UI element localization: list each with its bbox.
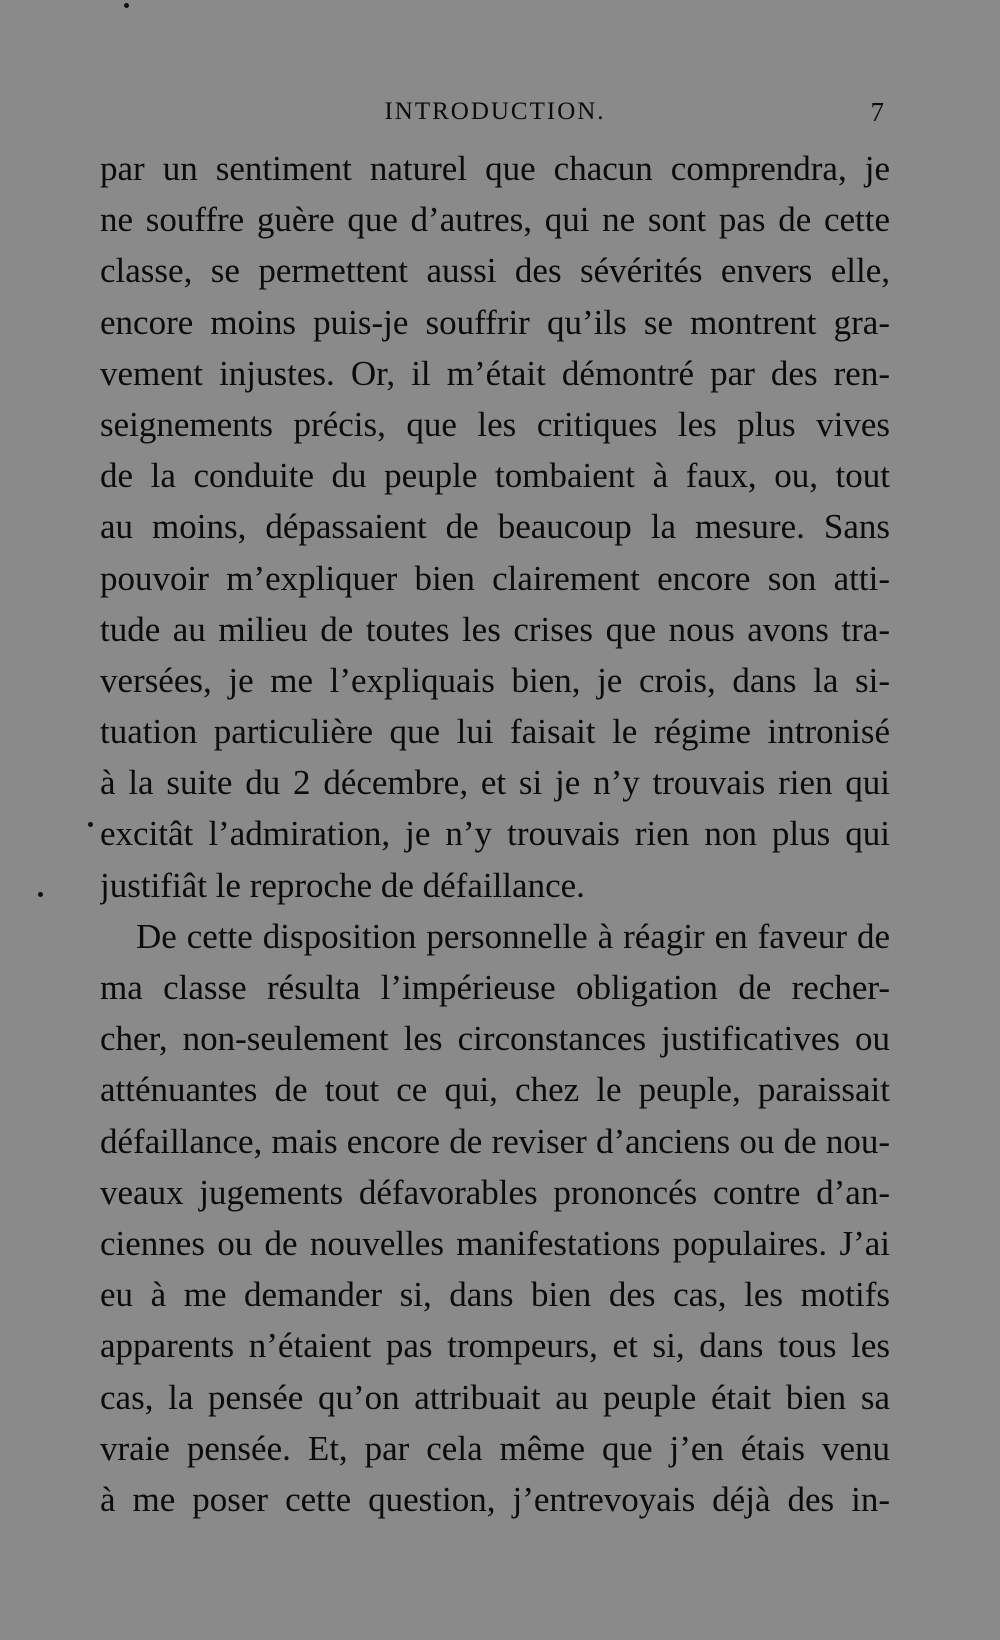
text-line: atténuantes de tout ce qui, chez le peuple, paraissait	[100, 1070, 890, 1110]
ink-speck	[88, 822, 93, 827]
text-line: tude au milieu de toutes les crises que nous avons tra-	[100, 609, 890, 649]
body-text	[100, 143, 890, 1525]
text-line: cas, la pensée qu’on attribuait au peuple était bien sa	[100, 1377, 890, 1417]
text-line: par un sentiment naturel que chacun comprendra, je	[100, 149, 890, 188]
text-line: cher, non-seulement les circonstances justificatives ou	[100, 1019, 890, 1059]
paragraph-start-line: De cette disposition personnelle à réagir en faveur de	[136, 916, 890, 956]
text-line: eu à me demander si, dans bien des cas, les motifs	[100, 1275, 890, 1315]
text-line: pouvoir m’expliquer bien clairement encore son atti-	[100, 558, 890, 598]
text-line: ne souffre guère que d’autres, qui ne sont pas de cette	[100, 200, 890, 240]
text-line: excitât l’admiration, je n’y trouvais rien non plus qui	[100, 814, 890, 854]
page-number: 7	[870, 97, 884, 127]
text-line: au moins, dépassaient de beaucoup la mesure. Sans	[100, 507, 890, 547]
ink-speck	[124, 3, 129, 8]
text-line: de la conduite du peuple tombaient à faux, ou, tout	[100, 456, 890, 496]
text-line: seignements précis, que les critiques les plus vives	[100, 404, 890, 444]
text-line: défaillance, mais encore de reviser d’anciens ou de nou-	[100, 1121, 890, 1161]
text-line: ciennes ou de nouvelles manifestations populaires. J’ai	[100, 1223, 890, 1263]
running-head	[100, 92, 890, 132]
text-line: tuation particulière que lui faisait le régime intronisé	[100, 712, 890, 752]
ink-speck	[38, 892, 43, 897]
text-line: classe, se permettent aussi des sévérités envers elle,	[100, 251, 890, 291]
text-line: apparents n’étaient pas trompeurs, et si, dans tous les	[100, 1326, 890, 1366]
running-title: INTRODUCTION.	[384, 98, 606, 125]
text-line: à la suite du 2 décembre, et si je n’y trouvais rien qui	[100, 763, 890, 803]
text-line: encore moins puis-je souffrir qu’ils se montrent gra-	[100, 302, 890, 342]
text-line: à me poser cette question, j’entrevoyais déjà des in-	[100, 1479, 890, 1519]
text-line: veaux jugements défavorables prononcés contre d’an-	[100, 1172, 890, 1212]
text-line: vement injustes. Or, il m’était démontré par des ren-	[100, 353, 890, 393]
text-line: versées, je me l’expliquais bien, je crois, dans la si-	[100, 660, 890, 700]
text-line: vraie pensée. Et, par cela même que j’en étais venu	[100, 1428, 890, 1468]
paragraph-end-line: justifiât le reproche de défaillance.	[100, 865, 585, 905]
text-line: ma classe résulta l’impérieuse obligation de recher-	[100, 968, 890, 1007]
